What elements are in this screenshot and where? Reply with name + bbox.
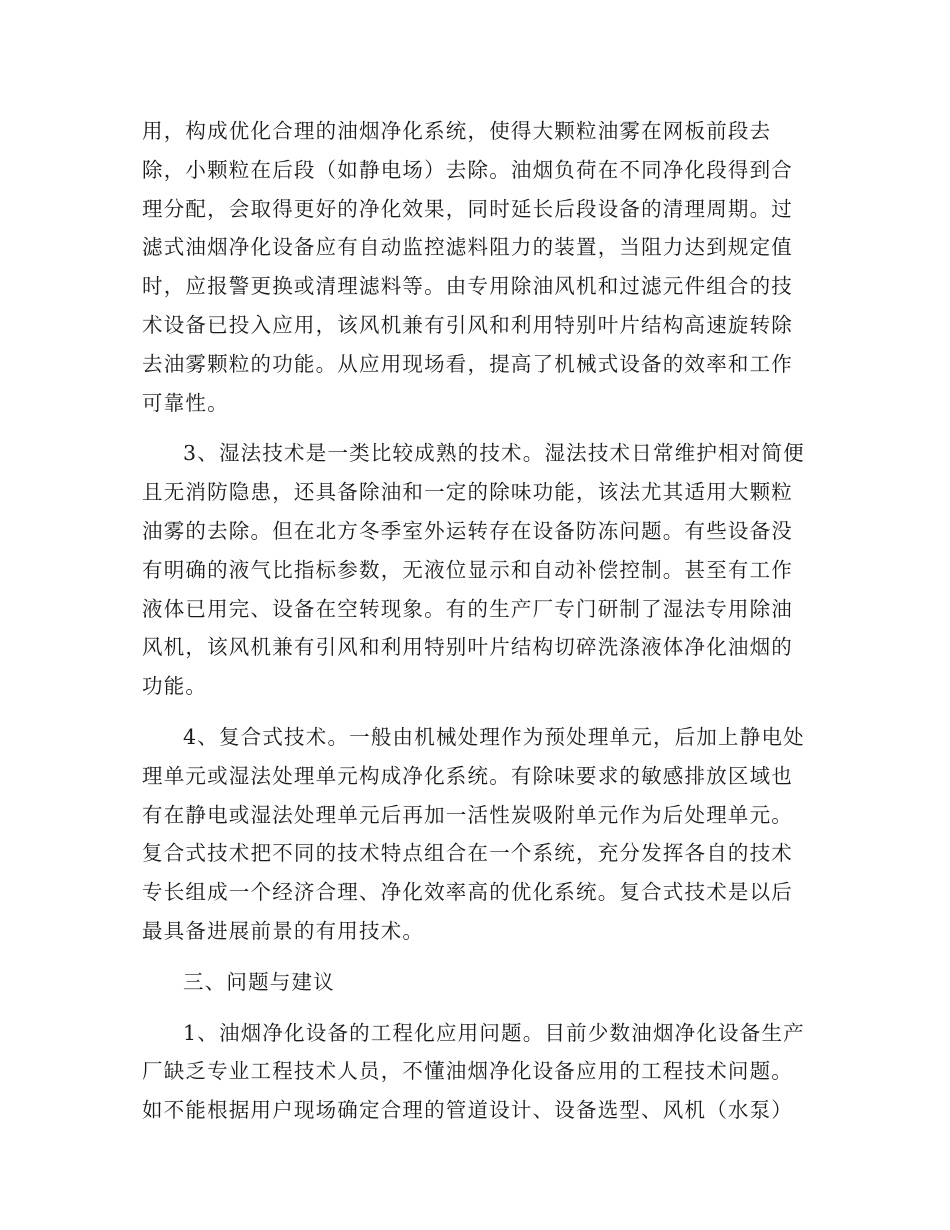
text-line: 理单元或湿法处理单元构成净化系统。有除味要求的敏感排放区域也 [142, 763, 793, 788]
text-line: 术设备已投入应用，该风机兼有引风和利用特别叶片结构高速旋转除 [142, 312, 793, 337]
paragraph-composite-technology [142, 718, 812, 951]
text-line: 滤式油烟净化设备应有自动监控滤料阻力的装置，当阻力达到规定值 [142, 235, 793, 260]
text-line: 1、油烟净化设备的工程化应用问题。目前少数油烟净化设备生产 [183, 1020, 805, 1045]
text-line: 液体已用完、设备在空转现象。有的生产厂专门研制了湿法专用除油 [142, 596, 793, 621]
text-line: 厂缺乏专业工程技术人员，不懂油烟净化设备应用的工程技术问题。 [142, 1059, 793, 1084]
document-body [142, 112, 812, 1130]
text-line: 专长组成一个经济合理、净化效率高的优化系统。复合式技术是以后 [142, 880, 793, 905]
text-line: 时，应报警更换或清理滤料等。由专用除油风机和过滤元件组合的技 [142, 274, 793, 299]
text-line: 去油雾颗粒的功能。从应用现场看，提高了机械式设备的效率和工作 [142, 351, 793, 376]
text-line: 除，小颗粒在后段（如静电场）去除。油烟负荷在不同净化段得到合 [142, 157, 793, 182]
section-heading: 三、问题与建议 [183, 969, 335, 994]
text-line: 且无消防隐患，还具备除油和一定的除味功能，该法尤其适用大颗粒 [142, 480, 793, 505]
text-line: 4、复合式技术。一般由机械处理作为预处理单元，后加上静电处 [183, 724, 805, 749]
text-line: 理分配，会取得更好的净化效果，同时延长后段设备的清理周期。过 [142, 196, 793, 221]
text-line: 3、湿法技术是一类比较成熟的技术。湿法技术日常维护相对简便 [183, 441, 805, 466]
text-line: 最具备进展前景的有用技术。 [142, 918, 425, 943]
paragraph-engineering-problem [142, 1014, 812, 1130]
paragraph-wet-technology [142, 434, 812, 706]
text-line: 风机，该风机兼有引风和利用特别叶片结构切碎洗涤液体净化油烟的 [142, 635, 793, 660]
paragraph-filter-technology [142, 112, 812, 422]
text-line: 有在静电或湿法处理单元后再加一活性炭吸附单元作为后处理单元。 [142, 802, 793, 827]
text-line: 有明确的液气比指标参数，无液位显示和自动补偿控制。甚至有工作 [142, 557, 793, 582]
text-line: 如不能根据用户现场确定合理的管道设计、设备选型、风机（水泵） [142, 1098, 793, 1123]
text-line: 功能。 [142, 674, 208, 699]
text-line: 复合式技术把不同的技术特点组合在一个系统，充分发挥各自的技术 [142, 841, 793, 866]
text-line: 油雾的去除。但在北方冬季室外运转存在设备防冻问题。有些设备没 [142, 518, 793, 543]
text-line: 用，构成优化合理的油烟净化系统，使得大颗粒油雾在网板前段去 [142, 119, 772, 143]
text-line: 可靠性。 [142, 390, 229, 415]
